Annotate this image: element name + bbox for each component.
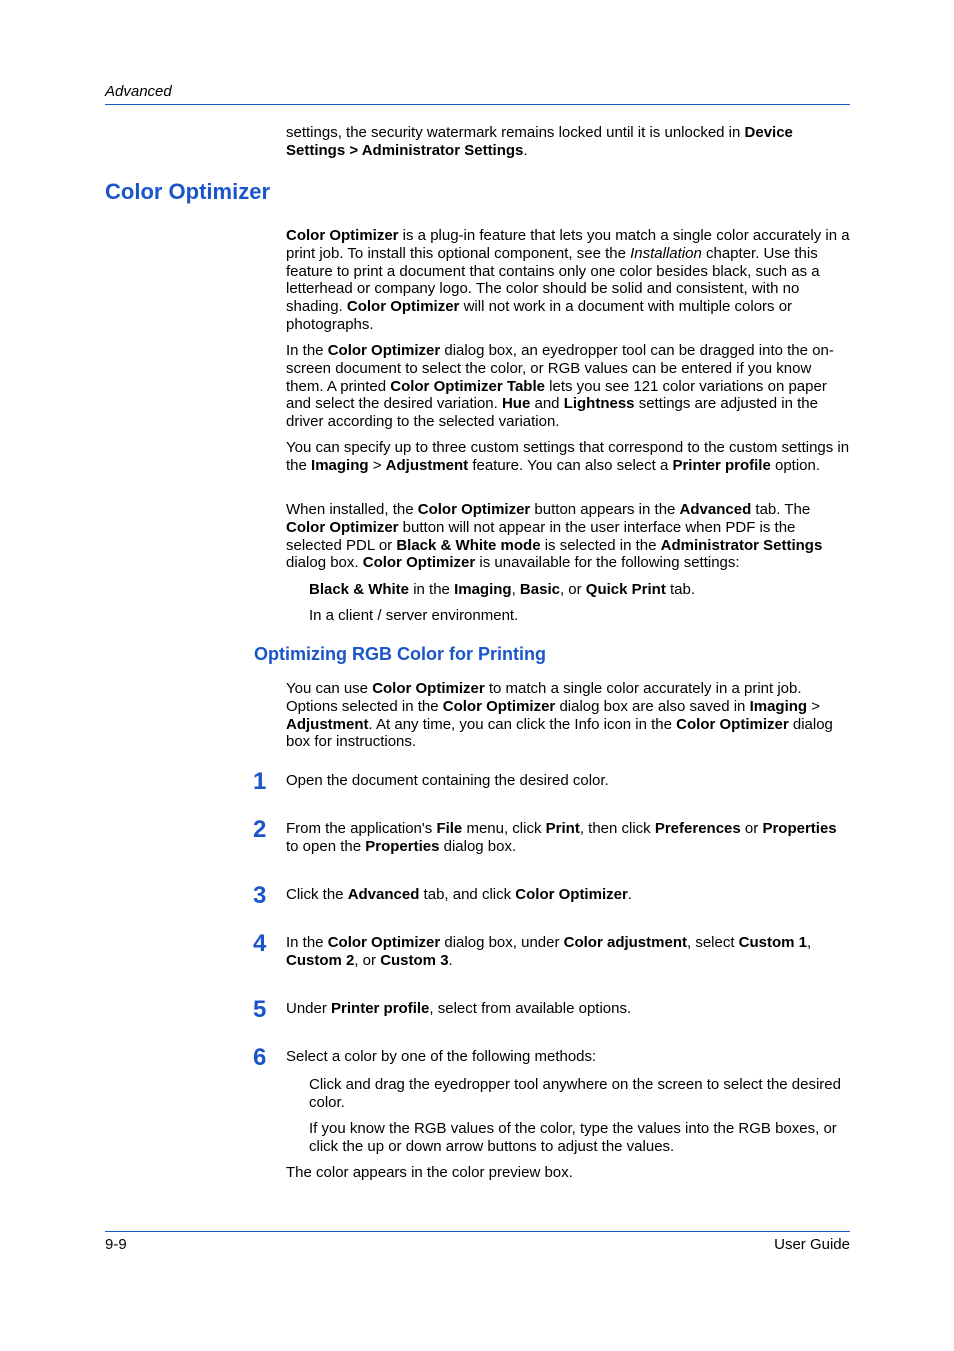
step-number: 4 [253,930,267,957]
step-number: 3 [253,882,267,909]
intro-paragraph: settings, the security watermark remains locked until it is unlocked in Device Settings > Administrator Settings. [286,124,793,159]
running-header: Advanced [105,83,172,100]
section-title: Color Optimizer [105,179,271,204]
subsection-paragraph: You can use Color Optimizer to match a single color accurately in a print job. Options selected in the Color Optimizer dialog box are also saved in Imaging > Adjustment. At any time, you can click the Info icon in the Color Optimizer dialog box for instructions. [286,680,833,751]
step-text: Under Printer profile, select from available options. [286,1000,632,1017]
step-text: In the Color Optimizer dialog box, under Color adjustment, select Custom 1, Custom 2, or Custom 3. [286,934,812,969]
footer-rule [105,1231,850,1232]
method-item: Click and drag the eyedropper tool anywhere on the screen to select the desired color. [309,1076,841,1111]
step-result: The color appears in the color preview box. [286,1164,573,1181]
step-text: Click the Advanced tab, and click Color Optimizer. [286,886,632,903]
step-text: From the application's File menu, click Print, then click Preferences or Properties to open the Properties dialog box. [286,820,837,855]
bullet-item: In a client / server environment. [309,607,519,624]
step-number: 1 [253,768,267,795]
footer-guide-title: User Guide [774,1236,850,1253]
step-number: 5 [253,996,267,1023]
section-paragraph-2: In the Color Optimizer dialog box, an eyedropper tool can be dragged into the on-screen document to select the color, or RGB values can be entered if you know them. A printed Color Optimizer Table lets you see 121 color variations on paper and select the desired variation. Hue and Lightness settings are adjusted in the driver according to the selected variation. [286,342,834,431]
bullet-item: Black & White in the Imaging, Basic, or Quick Print tab. [309,581,696,598]
header-rule [105,104,850,105]
step-text: Open the document containing the desired color. [286,772,609,789]
subsection-title: Optimizing RGB Color for Printing [254,644,546,664]
page-number: 9-9 [105,1236,127,1253]
step-number: 2 [253,816,267,843]
section-paragraph-4: When installed, the Color Optimizer button appears in the Advanced tab. The Color Optimizer button will not appear in the user interface when PDF is the selected PDL or Black & White mode is selected in the Administrator Settings dialog box. Color Optimizer is unavailable for the following settings: [286,501,823,572]
step-number: 6 [253,1044,267,1071]
method-item: If you know the RGB values of the color, type the values into the RGB boxes, or click the up or down arrow buttons to adjust the values. [309,1120,837,1155]
section-paragraph-3: You can specify up to three custom settings that correspond to the custom settings in the Imaging > Adjustment feature. You can also select a Printer profile option. [286,439,850,474]
step-text: Select a color by one of the following methods: [286,1048,597,1065]
section-paragraph-1: Color Optimizer is a plug-in feature that lets you match a single color accurately in a print job. To install this optional component, see the Installation chapter. Use this feature to print a document that contains only one color besides black, such as a letterhead or company logo. The color should be solid and consistent, with no shading. Color Optimizer will not work in a document with multiple colors or photographs. [286,227,850,333]
